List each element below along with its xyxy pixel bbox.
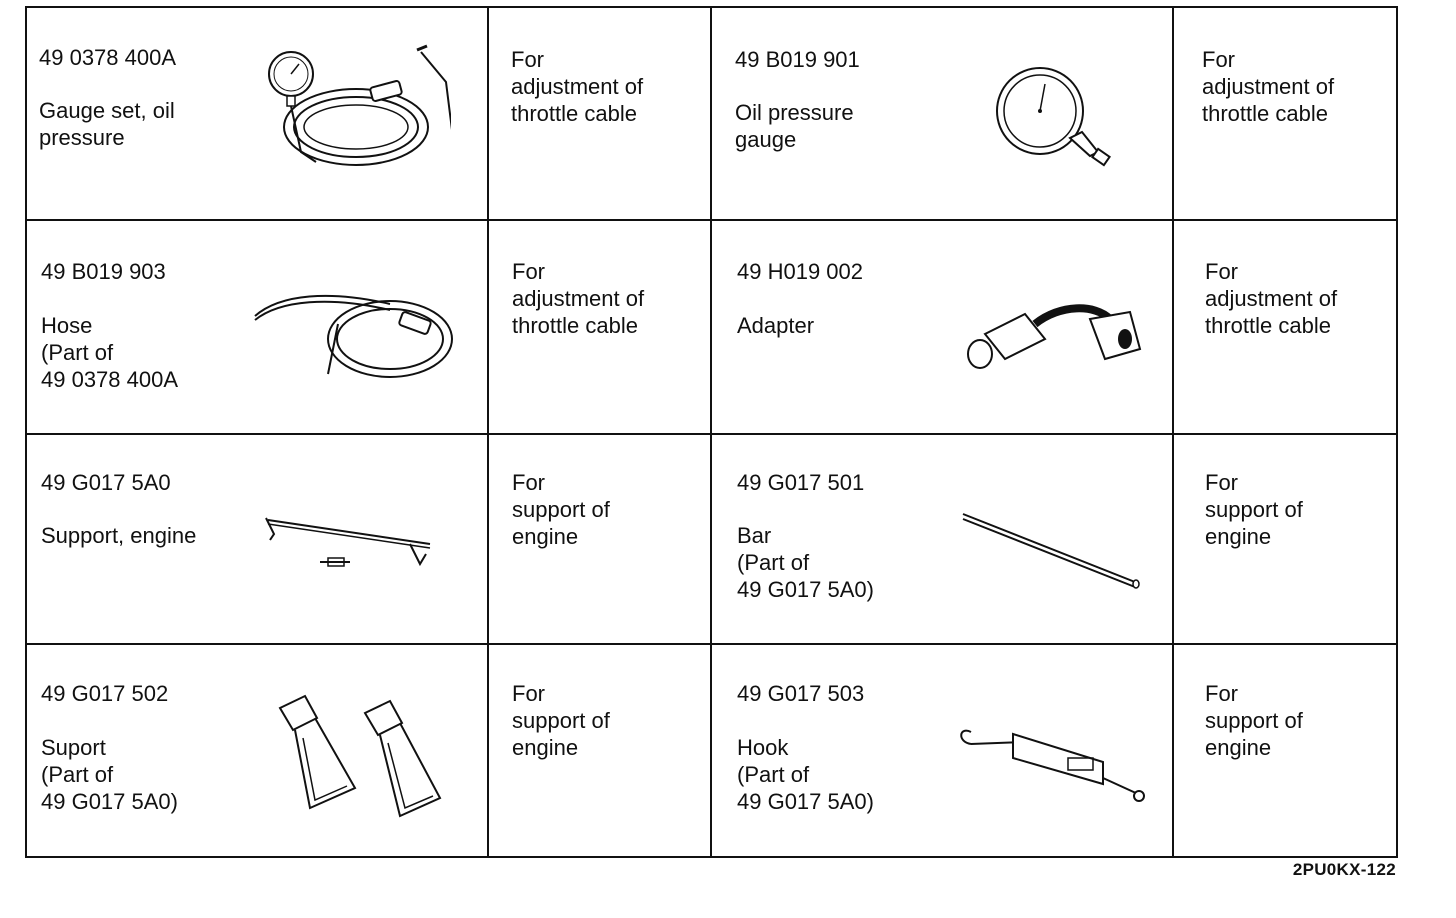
- tool-use: For support of engine: [512, 681, 610, 760]
- part-number: 49 G017 503: [737, 681, 865, 706]
- tool-use: For support of engine: [1205, 681, 1303, 760]
- figure-code: 2PU0KX-122: [1292, 860, 1396, 879]
- hose-icon: [250, 274, 460, 384]
- part-number: 49 0378 400A: [39, 45, 177, 70]
- tool-name: Gauge set, oil pressure: [39, 98, 175, 150]
- tool-name: Suport (Part of 49 G017 5A0): [41, 735, 178, 814]
- part-number: 49 B019 903: [41, 259, 166, 284]
- part-number: 49 B019 901: [735, 47, 860, 72]
- tool-use: For adjustment of throttle cable: [511, 47, 644, 126]
- pressure-gauge-icon: [990, 66, 1120, 176]
- tool-use: For adjustment of throttle cable: [512, 259, 645, 338]
- tool-use: For support of engine: [1205, 470, 1303, 549]
- tool-name: Hose (Part of 49 0378 400A: [41, 313, 179, 392]
- tool-name: Adapter: [737, 313, 815, 338]
- tool-name: Oil pressure gauge: [735, 100, 854, 152]
- part-number: 49 G017 5A0: [41, 470, 171, 495]
- part-number: 49 G017 501: [737, 470, 865, 495]
- table-grid-lines: [25, 6, 1398, 858]
- tool-use: For adjustment of throttle cable: [1205, 259, 1338, 338]
- bar-icon: [957, 506, 1147, 596]
- tool-name: Hook (Part of 49 G017 5A0): [737, 735, 874, 814]
- engine-support-icon: [260, 514, 450, 584]
- special-tools-table: [25, 6, 1398, 858]
- adapter-icon: [965, 294, 1145, 384]
- tool-name: Support, engine: [41, 523, 197, 548]
- tool-use: For adjustment of throttle cable: [1202, 47, 1335, 126]
- part-number: 49 H019 002: [737, 259, 863, 284]
- part-number: 49 G017 502: [41, 681, 169, 706]
- hook-icon: [953, 722, 1148, 812]
- tool-use: For support of engine: [512, 470, 610, 549]
- tool-name: Bar (Part of 49 G017 5A0): [737, 523, 874, 602]
- oil-pressure-gauge-set-icon: [261, 42, 451, 182]
- support-brackets-icon: [275, 688, 450, 823]
